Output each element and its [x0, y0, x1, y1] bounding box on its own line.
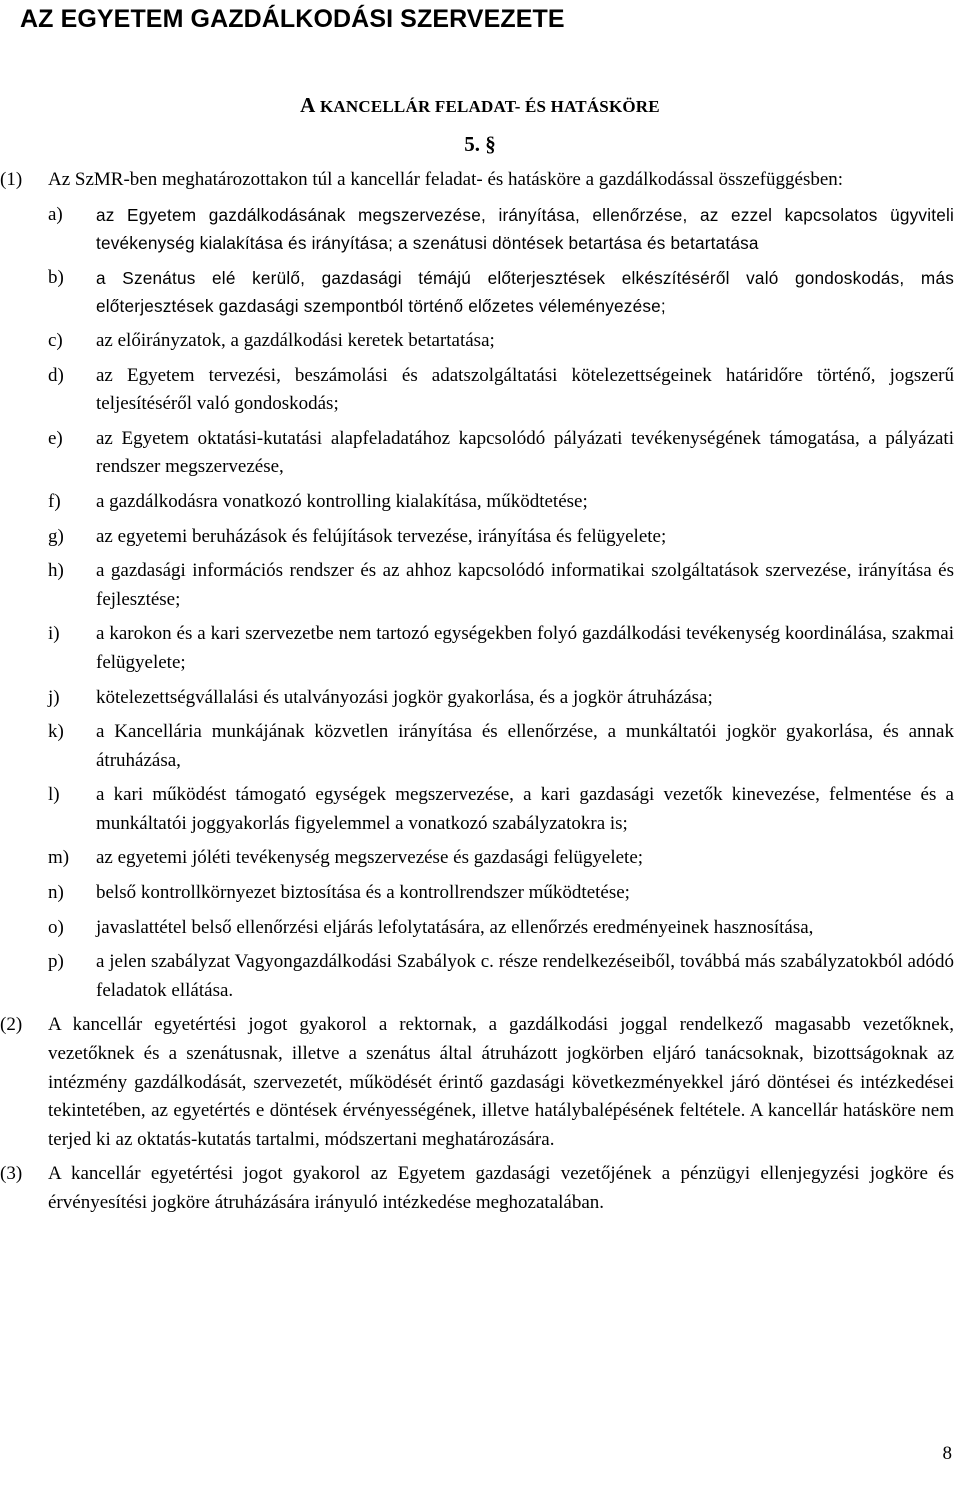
section-number: 5. §	[464, 132, 496, 156]
list-item-label: i)	[48, 623, 60, 645]
list-item	[48, 488, 954, 517]
list-item	[48, 362, 954, 419]
list-item	[48, 264, 954, 321]
list-item-label: l)	[48, 784, 60, 806]
paragraph-1	[0, 166, 954, 1005]
list-item-text: az előirányzatok, a gazdálkodási keretek betartatása;	[96, 329, 495, 351]
list-item-label: h)	[48, 560, 64, 582]
document-body	[0, 166, 960, 1218]
section-heading-part-2: - ÉS HATÁSKÖRE	[514, 97, 660, 116]
chapter-title: AZ EGYETEM GAZDÁLKODÁSI SZERVEZETE	[20, 5, 565, 33]
section-heading-part-1: KANCELLÁR FELADAT	[315, 97, 515, 116]
list-item-text: a gazdálkodásra vonatkozó kontrolling kialakítása, működtetése;	[96, 490, 588, 512]
list-item	[48, 620, 954, 677]
list-item-label: m)	[48, 847, 70, 869]
paragraph-3-text: A kancellár egyetértési jogot gyakorol az Egyetem gazdasági vezetőjének a pénzügyi ellenjegyzési jogköre és érvényesítési jogköre átruházására irányuló intézkedése meghozatalában.	[48, 1163, 954, 1213]
list-item-label: c)	[48, 329, 63, 351]
list-item-text: az Egyetem tervezési, beszámolási és adatszolgáltatási kötelezettségeinek határidőre történő, jogszerű teljesítéséről való gondoskodás;	[96, 364, 954, 415]
list-item	[48, 523, 954, 552]
list-item	[48, 327, 954, 356]
paragraph-1-intro: Az SzMR-ben meghatározottakon túl a kancellár feladat- és hatásköre a gazdálkodással összefüggésben:	[48, 169, 844, 190]
paragraph-3	[0, 1160, 954, 1217]
list-item-label: g)	[48, 525, 64, 547]
list-item-text: a jelen szabályzat Vagyongazdálkodási Szabályok c. része rendelkezéseiből, továbbá más szabályzatokból adódó feladatok ellátása.	[96, 951, 954, 1001]
list-item-text: belső kontrollkörnyezet biztosítása és a kontrollrendszer működtetése;	[96, 882, 630, 904]
list-item-text: az egyetemi jóléti tevékenység megszervezése és gazdasági felügyelete;	[96, 847, 644, 869]
list-item-label: k)	[48, 721, 64, 743]
list-item-text: az egyetemi beruházások és felújítások tervezése, irányítása és felügyelete;	[96, 525, 667, 547]
list-item	[48, 914, 954, 943]
list-item-label: b)	[48, 266, 64, 288]
paragraph-2	[0, 1011, 954, 1154]
paragraph-2-number: (2)	[0, 1014, 23, 1036]
list-item-text: az Egyetem gazdálkodásának megszervezése, irányítása, ellenőrzése, az ezzel kapcsolatos ügyviteli tevékenység kialakítása és irányítása; a szenátusi döntések betartása és betartatása	[96, 204, 954, 254]
list-item	[48, 684, 954, 713]
list-item	[48, 201, 954, 258]
list-item-text: a karokon és a kari szervezetbe nem tartozó egységekben folyó gazdálkodási tevékenység koordinálása, szakmai felügyelete;	[96, 623, 954, 673]
section-heading-initial: A	[300, 93, 316, 117]
list-item-text: javaslattétel belső ellenőrzési eljárás lefolytatására, az ellenőrzés eredményeinek hasznosítása,	[96, 916, 814, 938]
list-item	[48, 425, 954, 482]
list-item-text: a gazdasági információs rendszer és az ahhoz kapcsolódó informatikai szolgáltatások szervezése, irányítása és fejlesztése;	[96, 560, 954, 610]
list-item	[48, 879, 954, 908]
paragraph-3-number: (3)	[0, 1163, 23, 1185]
list-item-text: a Szenátus elé kerülő, gazdasági témájú előterjesztések elkészítéséről való gondoskodás, más előterjesztések gazdasági szempontból történő előzetes véleményezése;	[96, 267, 954, 317]
list-item-label: f)	[48, 490, 61, 512]
paragraph-1-number: (1)	[0, 169, 23, 190]
page-number: 8	[942, 1443, 952, 1464]
list-item-text: az Egyetem oktatási-kutatási alapfeladatához kapcsolódó pályázati tevékenységének támogatása, a pályázati rendszer megszervezése,	[96, 427, 954, 478]
list-item-text: a kari működést támogató egységek megszervezése, a kari gazdasági vezetők kinevezése, felmentése és a munkáltatói joggyakorlás figyelemmel a vonatkozó szabályzatokra is;	[96, 784, 954, 834]
list-item-label: o)	[48, 916, 64, 938]
section-heading	[0, 92, 960, 120]
list-item-label: n)	[48, 882, 64, 904]
paragraph-1-item-list	[48, 201, 954, 1006]
list-item-text: a Kancellária munkájának közvetlen irányítása és ellenőrzése, a munkáltatói jogkör gyakorlása, és annak átruházása,	[96, 721, 954, 771]
list-item-label: e)	[48, 427, 63, 449]
list-item	[48, 557, 954, 614]
list-item-label: a)	[48, 203, 63, 225]
list-item	[48, 781, 954, 838]
list-item	[48, 844, 954, 873]
list-item	[48, 718, 954, 775]
list-item-label: j)	[48, 686, 60, 708]
list-item-label: p)	[48, 951, 64, 973]
list-item-label: d)	[48, 364, 64, 386]
list-item	[48, 948, 954, 1005]
list-item-text: kötelezettségvállalási és utalványozási jogkör gyakorlása, és a jogkör átruházása;	[96, 686, 713, 708]
paragraph-2-text: A kancellár egyetértési jogot gyakorol a rektornak, a gazdálkodási joggal rendelkező magasabb vezetőknek, vezetőknek és a szenátusnak, illetve a szenátus által átruházott jogkörben eljáró tanácsoknak, bizottságoknak az intézmény gazdálkodását, szervezetét, működését érintő gazdasági következményekkel járó döntései és intézkedései tekintetében, az egyetértés e döntések érvényességének, illetve hatálybalépésének feltétele. A kancellár hatásköre nem terjed ki az oktatás-kutatás tartalmi, módszertani meghatározására.	[48, 1014, 954, 1150]
